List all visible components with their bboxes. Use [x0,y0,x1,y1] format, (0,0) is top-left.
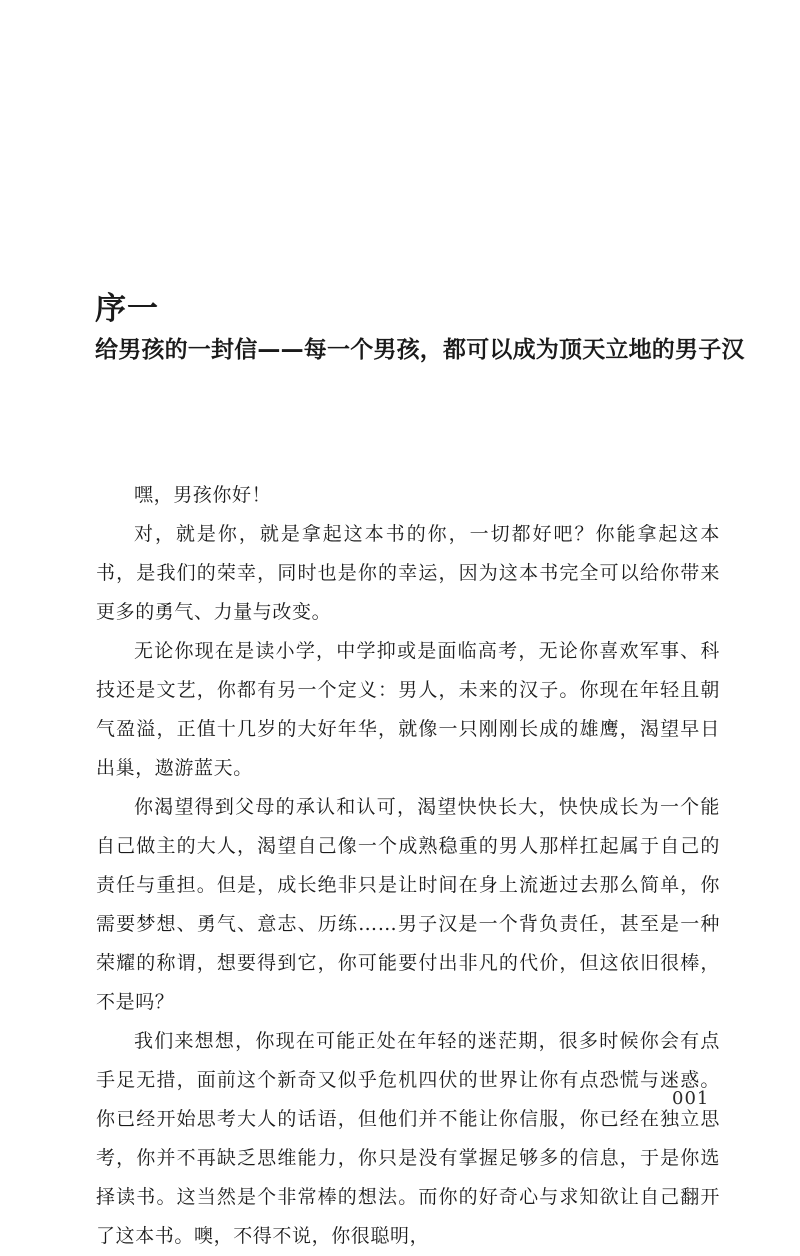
paragraph: 你渴望得到父母的承认和认可，渴望快快长大，快快成长为一个能自己做主的大人，渴望自己像一个成熟稳重的男人那样扛起属于自己的责任与重担。但是，成长绝非只是让时间在身上流逝过去那么简单，你需要梦想、勇气、意志、历练……男子汉是一个背负责任，甚至是一种荣耀的称谓，想要得到它，你可能要付出非凡的代价，但这依旧很棒，不是吗？ [96,796,720,1013]
paragraph: 对，就是你，就是拿起这本书的你，一切都好吧？你能拿起这本书，是我们的荣幸，同时也是你的幸运，因为这本书完全可以给你带来更多的勇气、力量与改变。 [96,523,720,623]
paragraph: 我们来想想，你现在可能正处在年轻的迷茫期，很多时候你会有点手足无措，面前这个新奇又似乎危机四伏的世界让你有点恐慌与迷惑。你已经开始思考大人的话语，但他们并不能让你信服，你已经在独立思考，你并不再缺乏思维能力，你只是没有掌握足够多的信息，于是你选择读书。这当然是个非常棒的想法。而你的好奇心与求知欲让自己翻开了这本书。噢，不得不说，你很聪明， [96,1030,720,1247]
section-title: 序一 [95,291,159,327]
paragraph-greeting: 嘿，男孩你好！ [134,484,272,506]
page-number: 001 [672,1088,710,1109]
letter-subtitle: 给男孩的一封信——每一个男孩，都可以成为顶天立地的男子汉 [95,337,745,363]
paragraph: 无论你现在是读小学，中学抑或是面临高考，无论你喜欢军事、科技还是文艺，你都有另一个定义：男人，未来的汉子。你现在年轻且朝气盈溢，正值十几岁的大好年华，就像一只刚刚长成的雄鹰，渴望早日出巢，遨游蓝天。 [96,640,720,779]
body-text [96,476,720,1256]
